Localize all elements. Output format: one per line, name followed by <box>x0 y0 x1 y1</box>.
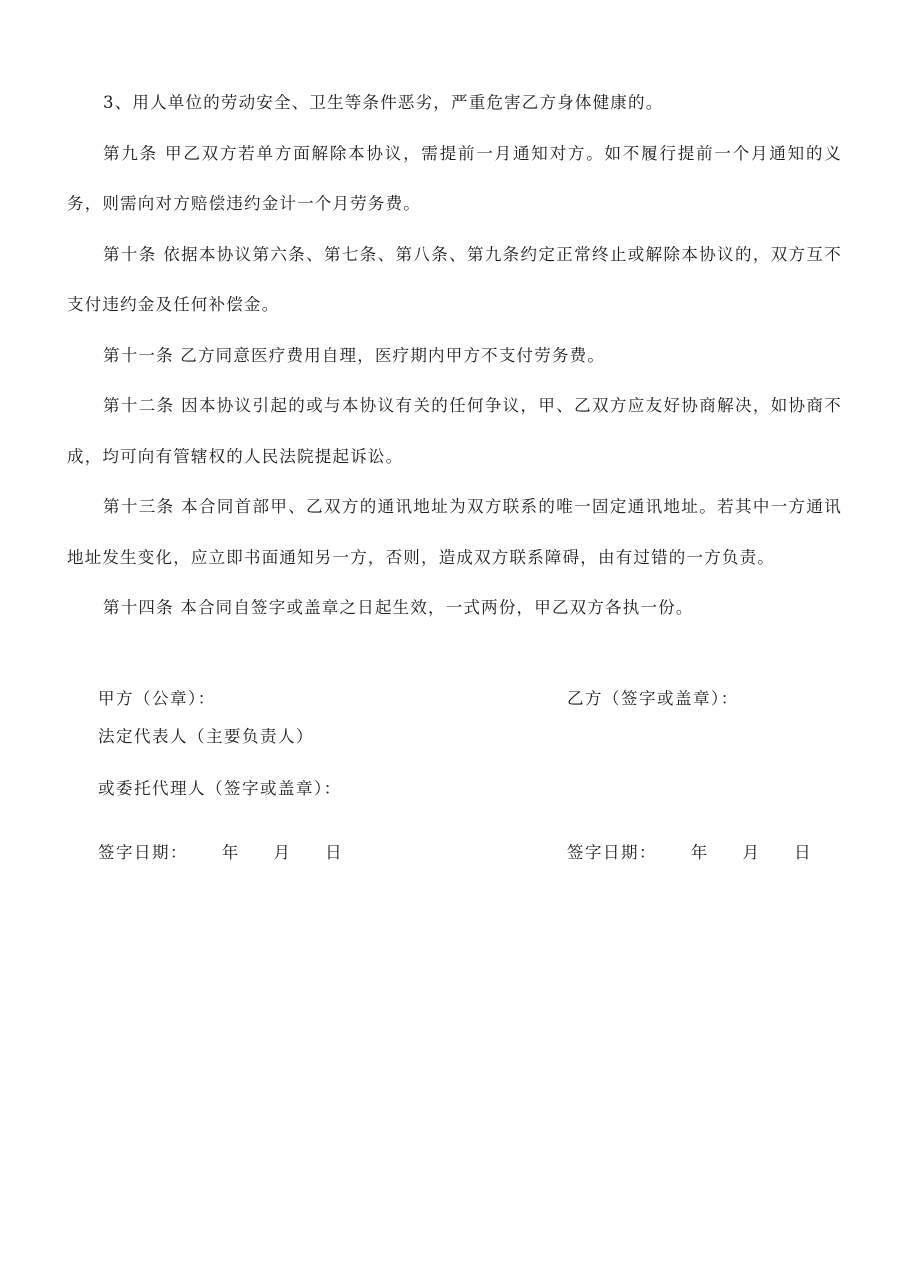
clause-article-11: 第十一条 乙方同意医疗费用自理，医疗期内甲方不支付劳务费。 <box>103 345 606 365</box>
clause-article-12: 第十二条 因本协议引起的或与本协议有关的任何争议，甲、乙双方应友好协商解决，如协商不成，均可向有管辖权的人民法院提起诉讼。 <box>67 396 842 466</box>
clause-item-3: 3、用人单位的劳动安全、卫生等条件恶劣，严重危害乙方身体健康的。 <box>103 93 664 112</box>
party-b-sign-date: 签字日期： 年 月 日 <box>567 843 813 862</box>
clause-article-9: 第九条 甲乙双方若单方面解除本协议，需提前一月通知对方。如不履行提前一个月通知的义务，则需向对方赔偿违约金计一个月劳务费。 <box>67 143 842 213</box>
legal-representative-label: 法定代表人（主要负责人） <box>98 727 314 746</box>
party-b-label: 乙方（签字或盖章）： <box>567 689 739 708</box>
clause-article-14: 第十四条 本合同自签字或盖章之日起生效，一式两份，甲乙双方各执一份。 <box>103 598 694 617</box>
clause-article-10: 第十条 依据本协议第六条、第七条、第八条、第九条约定正常终止或解除本协议的，双方互不支付违约金及任何补偿金。 <box>67 244 842 314</box>
authorized-agent-label: 或委托代理人（签字或盖章）： <box>98 779 342 798</box>
party-a-sign-date: 签字日期： 年 月 日 <box>98 843 344 862</box>
party-a-label: 甲方（公章）： <box>98 689 216 708</box>
contract-clauses <box>67 78 842 634</box>
clause-article-13: 第十三条 本合同首部甲、乙双方的通讯地址为双方联系的唯一固定通讯地址。若其中一方通讯地址发生变化，应立即书面通知另一方，否则，造成双方联系障碍，由有过错的一方负责。 <box>67 497 842 567</box>
